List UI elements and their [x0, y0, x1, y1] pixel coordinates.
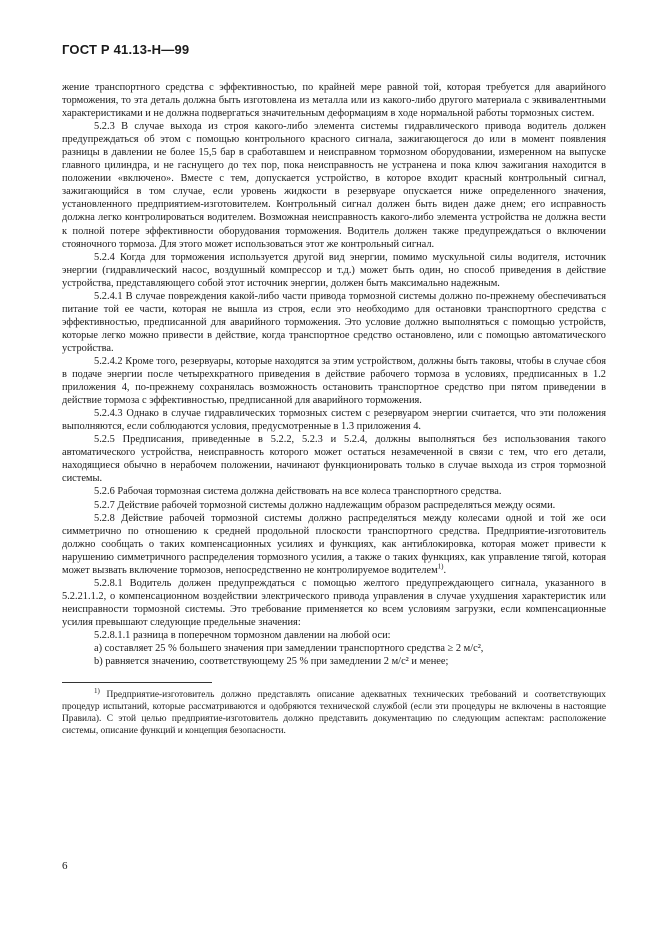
- paragraph-5-2-6: 5.2.6 Рабочая тормозная система должна действовать на все колеса транспортного средства.: [94, 486, 502, 498]
- paragraph-5-2-4-1: 5.2.4.1 В случае повреждения какой-либо части привода тормозной системы должно по-прежнему обеспечиваться питание той ее части, которая не вышла из строя, если это необходимо для остановки транспортного средства с эффективностью, предписанной для аварийного торможения. Это условие должно выполняться с помощью устройств, которые легко можно привести в действие, когда транспортное средство остановлено, или с помощью автоматического устройства.: [62, 290, 606, 354]
- document-page: [62, 42, 606, 737]
- paragraph-5-2-8: [62, 512, 606, 577]
- paragraph-continuation: жение транспортного средства с эффективностью, по крайней мере равной той, которая требуется для аварийного торможения, то эта деталь должна быть изготовлена из металла или из какого-либо другого материала с эквивалентными характеристиками и не должна подвергаться значительным деформациям в ходе нормальной работы тормозных систем.: [62, 82, 606, 120]
- paragraph-5-2-3: 5.2.3 В случае выхода из строя какого-либо элемента системы гидравлического привода водитель должен предупреждаться об этом с помощью контрольного красного сигнала, зажигающегося до или в момент появления разницы в давлении не более 15,5 бар в сработавшем и неисправном тормозном оборудовании, измеренном на выпуске главного цилиндра, и не гаснущего до тех пор, пока неисправность не устранена и пока ключ зажигания находится в положении «включено». Вместе с тем, допускается устройство, в которое входит красный контрольный сигнал, зажигающийся в том случае, если уровень жидкости в резервуаре опускается ниже определенного значения, установленного предприятием-изготовителем. Контрольный сигнал должен быть виден даже днем; его исправность должна легко контролироваться водителем. Возможная неисправность какого-либо элемента устройства не должна вести к полной потере эффективности оборудования торможения. Водитель должен также предупреждаться о включении стояночного тормоза. Для этого может использоваться этот же контрольный сигнал.: [62, 121, 606, 250]
- footnote-divider: [62, 682, 212, 683]
- footnote-text: Предприятие-изготовитель должно представлять описание адекватных технических требований и соответствующих процедур испытаний, которые рассматриваются и одобряются технической службой (если эти процедуры не включены в настоящие Правила). С этой целью предприятие-изготовитель должно представить документацию по следующим аспектам: расположение системы, описание функций и концепция безопасности.: [62, 690, 606, 737]
- paragraph-5-2-4-2: 5.2.4.2 Кроме того, резервуары, которые находятся за этим устройством, должны быть таковы, чтобы в случае сбоя в подаче энергии после четырехкратного приведения в действие рабочего тормоза в условиях, предписанных в 1.2 приложения 4, по-прежнему сохранялась возможность остановить транспортное средство при пятом приведении в действие тормоза с эффективностью, предписанной для аварийного торможения.: [62, 355, 606, 407]
- page-number: 6: [62, 860, 68, 872]
- paragraph-5-2-4: 5.2.4 Когда для торможения используется другой вид энергии, помимо мускульной силы водителя, источник энергии (гидравлический насос, воздушный компрессор и т.д.) может быть один, но способ приведения в действие устройства, представляющего собой этот источник энергии, должен быть максимально надежным.: [62, 251, 606, 289]
- body-text: [62, 81, 606, 668]
- paragraph-5-2-8-1-1: 5.2.8.1.1 разница в поперечном тормозном давлении на любой оси:: [94, 629, 391, 641]
- list-item-b: b) равняется значению, соответствующему 25 % при замедлении 2 м/с² и менее;: [94, 656, 449, 668]
- footnote-paragraph: [62, 686, 606, 737]
- paragraph-5-2-8-tail: .: [443, 564, 447, 576]
- page-header: ГОСТ Р 41.13-Н—99: [62, 42, 190, 57]
- footnote-reference[interactable]: 1): [437, 562, 444, 571]
- paragraph-5-2-5: 5.2.5 Предписания, приведенные в 5.2.2, 5.2.3 и 5.2.4, должны выполняться без использования такого автоматического устройства, неисправность которого может остаться незамеченной в связи с тем, что его детали, находящиеся обычно в нерабочем положении, начинают функционировать только в случае выхода из строя тормозной системы.: [62, 434, 606, 485]
- footnote: [62, 686, 606, 737]
- paragraph-5-2-4-3: 5.2.4.3 Однако в случае гидравлических тормозных систем с резервуаром энергии считается, что эти положения выполняются, если соблюдаются условия, предусмотренные в 1.3 приложения 4.: [62, 408, 606, 433]
- paragraph-5-2-8-1: 5.2.8.1 Водитель должен предупреждаться с помощью желтого предупреждающего сигнала, указанного в 5.2.21.1.2, о компенсационном воздействии электрического привода управления в случае ухудшения характеристик или неисправности тормозной системы. Это требование применяется ко всем условиям загрузки, если компенсационные усилия превышают следующие предельные значения:: [62, 577, 606, 628]
- paragraph-5-2-7: 5.2.7 Действие рабочей тормозной системы должно надлежащим образом распределяться между осями.: [94, 499, 556, 511]
- list-item-a: a) составляет 25 % большего значения при замедлении транспортного средства ≥ 2 м/с²,: [94, 643, 484, 655]
- footnote-marker: 1): [94, 686, 100, 695]
- paragraph-5-2-8-text: 5.2.8 Действие рабочей тормозной системы должно распределяться между колесами одной и той же оси симметрично по отношению к средней продольной плоскости транспортного средства. Предприятие-изготовитель должно сообщать о таких компенсационных усилиях и функциях, как антиблокировка, которая может привести к нарушению симметричного распределения тормозного усилия, а также о таких функциях, как управление тягой, которая может вызвать включение тормозов, непосредственно не контролируемое водителем: [62, 512, 606, 576]
